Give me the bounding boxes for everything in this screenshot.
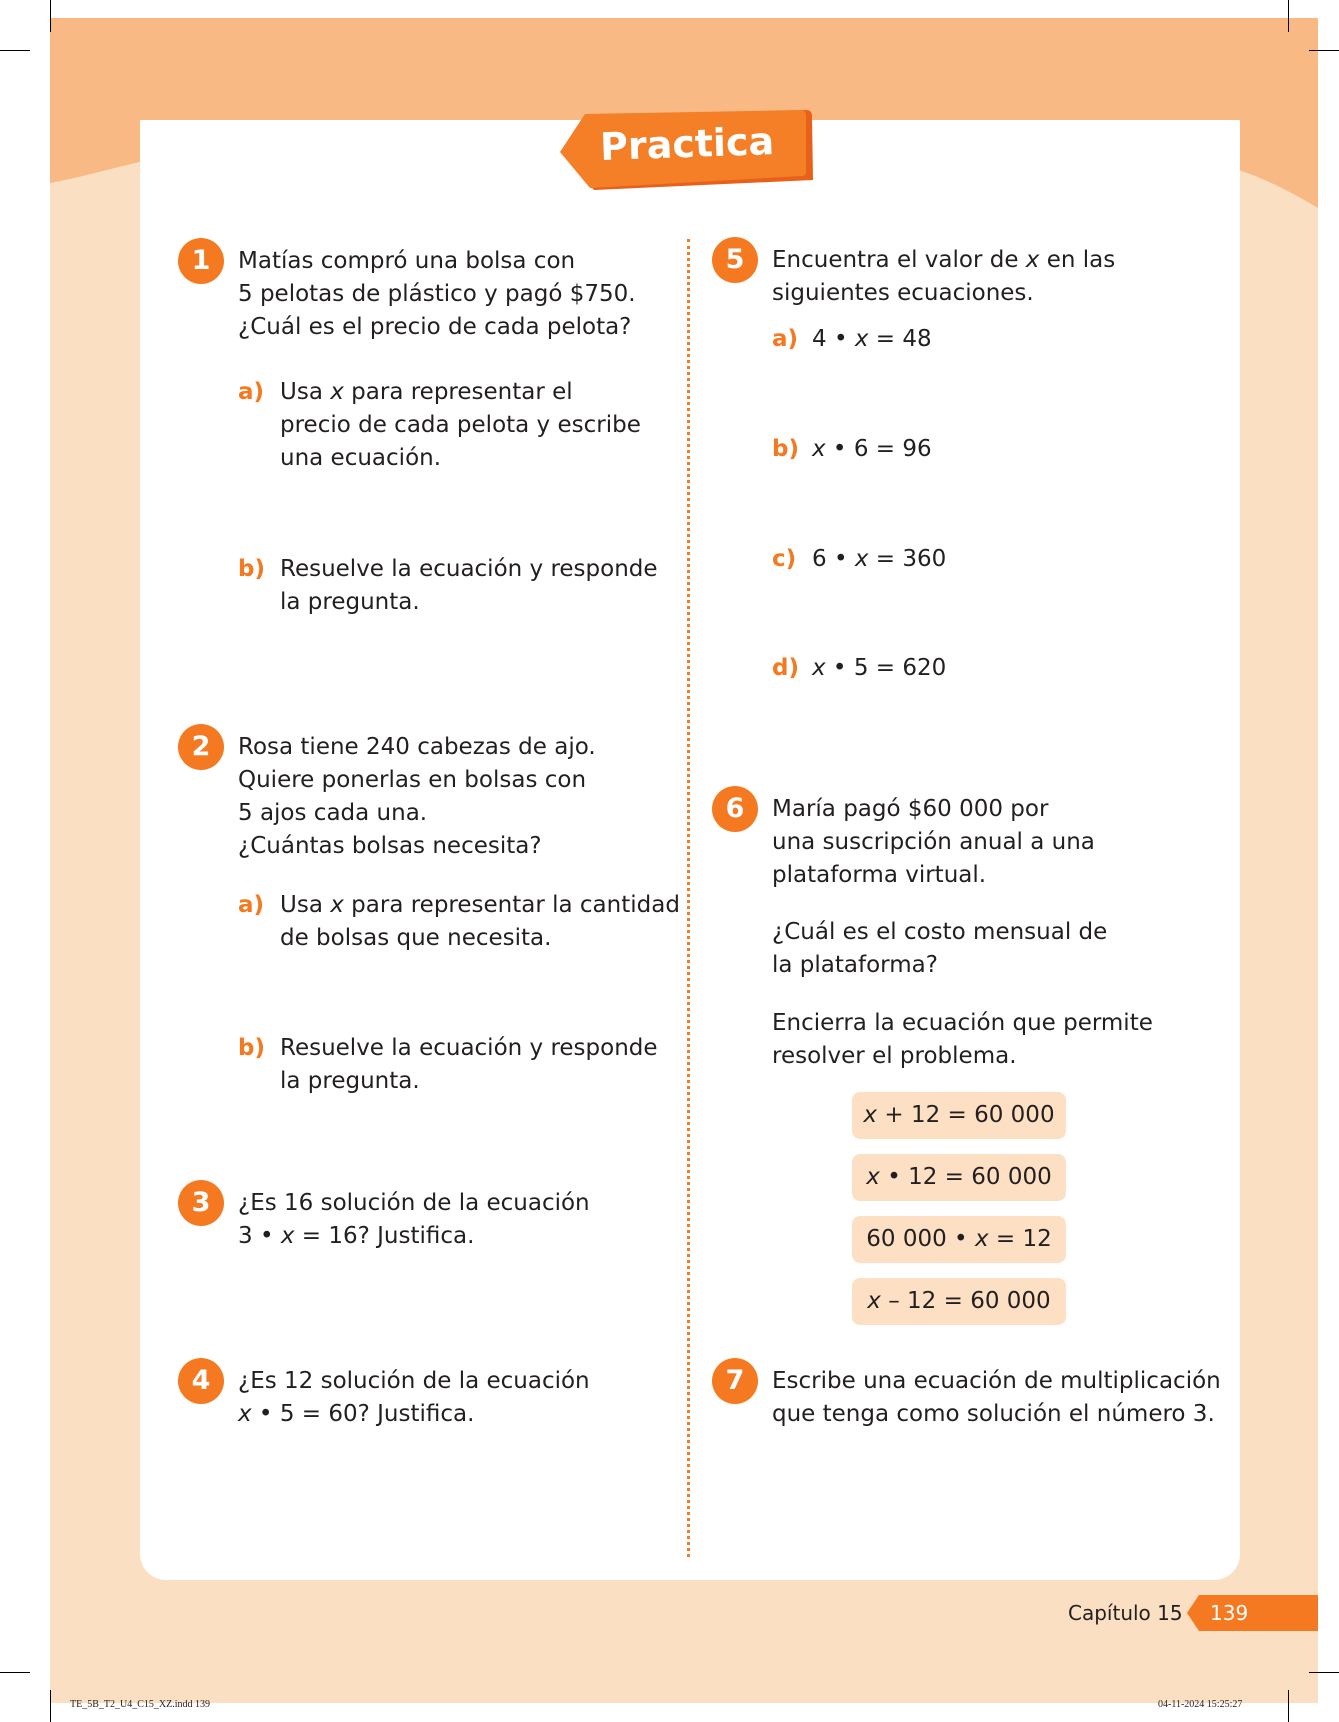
- crop-mark: [50, 0, 51, 32]
- crop-mark: [0, 50, 30, 51]
- q2-b-text: Resuelve la ecuación y responde la pregunta.: [280, 1035, 658, 1094]
- crop-mark: [1309, 1672, 1339, 1673]
- question-number-1: 1: [178, 238, 224, 284]
- page-number-tab: [1187, 1595, 1318, 1631]
- equation-option[interactable]: 60 000 • x = 12: [852, 1216, 1066, 1263]
- crop-mark: [1288, 1690, 1289, 1722]
- equation-option[interactable]: x • 12 = 60 000: [852, 1154, 1066, 1201]
- crop-mark: [1309, 50, 1339, 51]
- q2-b-label: b): [238, 1035, 265, 1061]
- q5-d-label: d): [772, 655, 799, 681]
- question-1-text: Matías compró una bolsa con 5 pelotas de plástico y pagó $750. ¿Cuál es el precio de cada pelota?: [238, 248, 636, 340]
- crop-mark: [1288, 0, 1289, 32]
- question-number-5: 5: [712, 237, 758, 283]
- q2-a-label: a): [238, 892, 265, 918]
- chapter-label: Capítulo 15: [1068, 1601, 1183, 1625]
- question-number-6: 6: [712, 786, 758, 832]
- q5-a-equation: 4 • x = 48: [812, 326, 932, 352]
- q1-a-text: Usa x para representar el precio de cada pelota y escribe una ecuación.: [280, 379, 641, 471]
- slug-date: 04-11-2024 15:25:27: [1158, 1699, 1243, 1710]
- section-title: Practica: [599, 118, 775, 170]
- q5-a-label: a): [772, 326, 799, 352]
- equation-option[interactable]: x – 12 = 60 000: [852, 1278, 1066, 1325]
- column-divider: [687, 239, 690, 1557]
- page-number: 139: [1210, 1601, 1249, 1625]
- q5-b-label: b): [772, 436, 799, 462]
- q1-a-label: a): [238, 379, 265, 405]
- question-number-4: 4: [178, 1358, 224, 1404]
- slug-file: TE_5B_T2_U4_C15_XZ.indd 139: [70, 1699, 210, 1710]
- question-6-question: ¿Cuál es el costo mensual de la plataforma?: [772, 919, 1108, 978]
- question-5-text: Encuentra el valor de x en las siguientes ecuaciones.: [772, 247, 1116, 306]
- question-number-7: 7: [712, 1358, 758, 1404]
- question-4-text: ¿Es 12 solución de la ecuación x • 5 = 60? Justifica.: [238, 1368, 590, 1427]
- question-number-2: 2: [178, 724, 224, 770]
- q1-b-label: b): [238, 556, 265, 582]
- practica-banner: [0, 0, 1339, 220]
- question-6-instruction: Encierra la ecuación que permite resolver el problema.: [772, 1010, 1153, 1069]
- question-3-text: ¿Es 16 solución de la ecuación 3 • x = 16? Justifica.: [238, 1190, 590, 1249]
- q2-a-text: Usa x para representar la cantidad de bolsas que necesita.: [280, 892, 680, 951]
- crop-mark: [0, 1672, 30, 1673]
- q5-d-equation: x • 5 = 620: [812, 655, 947, 681]
- question-7-text: Escribe una ecuación de multiplicación que tenga como solución el número 3.: [772, 1368, 1221, 1427]
- q5-c-equation: 6 • x = 360: [812, 546, 947, 572]
- question-6-text: María pagó $60 000 por una suscripción anual a una plataforma virtual.: [772, 796, 1095, 888]
- question-2-text: Rosa tiene 240 cabezas de ajo. Quiere ponerlas en bolsas con 5 ajos cada una. ¿Cuántas bolsas necesita?: [238, 734, 596, 859]
- crop-mark: [50, 1690, 51, 1722]
- equation-option[interactable]: x + 12 = 60 000: [852, 1092, 1066, 1139]
- q5-c-label: c): [772, 546, 797, 572]
- q1-b-text: Resuelve la ecuación y responde la pregunta.: [280, 556, 658, 615]
- question-number-3: 3: [178, 1180, 224, 1226]
- q5-b-equation: x • 6 = 96: [812, 436, 932, 462]
